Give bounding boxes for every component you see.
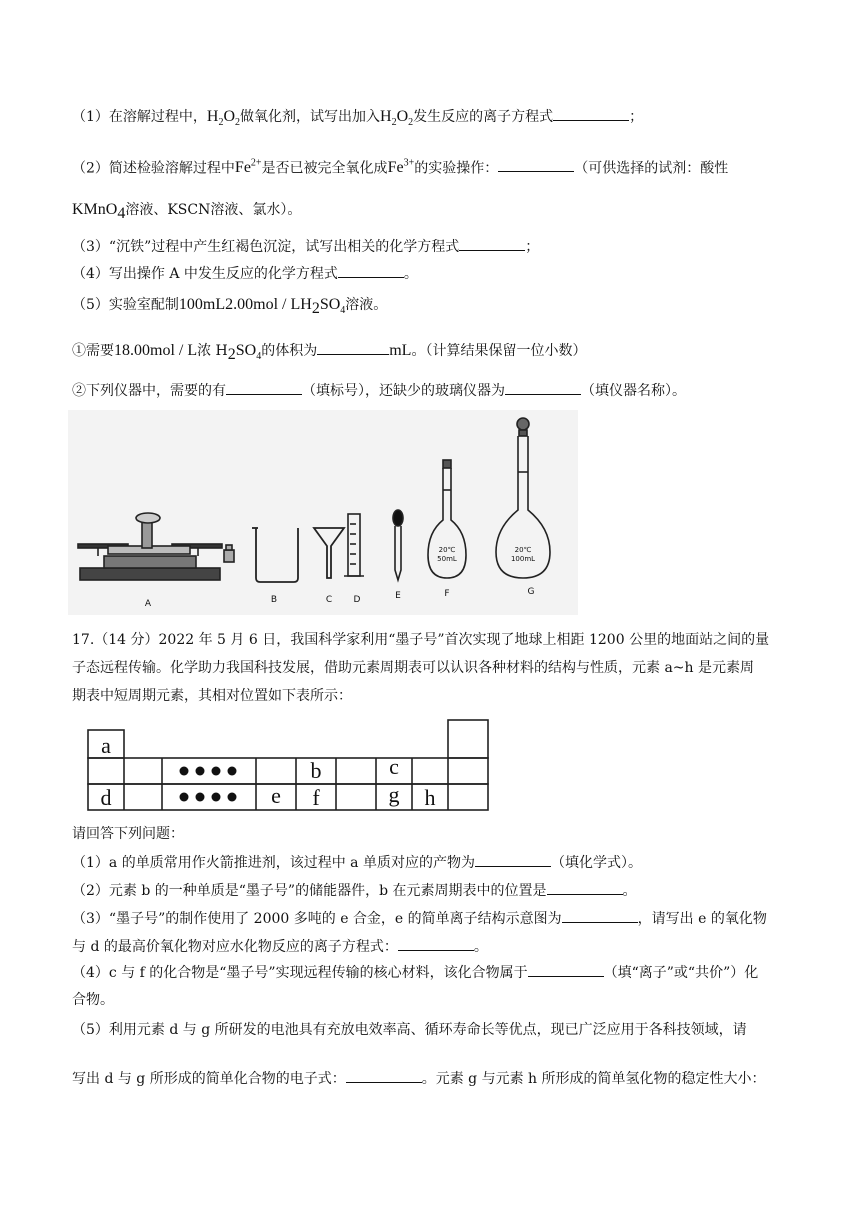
periodic-table-fragment [86,718,496,813]
flask-f-volume: 50mL [437,555,457,563]
q16-part1: （1）在溶解过程中，$H_2O_2$做氧化剂，试写出加入$H_2O_2$发生反应的离子方程式 ； [72,108,644,129]
answer-blank[interactable] [475,852,551,867]
answer-blank[interactable] [317,340,389,355]
q17-part3: （3）“墨子号”的制作使用了 2000 多吨的 e 合金，e 的简单离子结构示意图为 ，请写出 e 的氧化物 [72,908,767,929]
q16-part5: （5）实验室配制$100mL2.00mol / LH_2SO_4$溶液。 [72,296,388,317]
element-a: a [101,733,111,758]
label-c: C [325,595,333,605]
answer-blank[interactable] [459,236,525,251]
answer-blank[interactable] [338,263,404,278]
label-e: E [395,591,401,601]
label-g: G [527,587,535,597]
q16-part3: （3）“沉铁”过程中产生红褐色沉淀，试写出相关的化学方程式 ； [72,236,539,257]
q16-sub1: ①需要18.00mol / L浓 $H_2SO_4$的体积为 mL。（计算结果保留一位小数） [72,342,587,363]
flask-f-temp: 20℃ [438,546,456,554]
q17-intro-line3: 期表中短周期元素，其相对位置如下表所示： [72,688,352,704]
label-d: D [353,595,361,605]
element-g: g [388,782,400,807]
element-d: d [100,785,112,810]
label-b: B [270,595,278,605]
q17-part4-cont: 合物。 [72,992,114,1008]
q17-part4: （4）c 与 f 的化合物是“墨子号”实现远程传输的核心材料，该化合物属于 （填“离子”或“共价”）化 [72,962,758,983]
q16-part2: （2）简述检验溶解过程中$Fe^{2+}$是否已被完全氧化成$Fe^{3+}$的实验操作： （可供选择的试剂：酸性 [72,158,729,177]
element-c: c [389,754,399,779]
q16-sub2: ②下列仪器中，需要的有 （填标号），还缺少的玻璃仪器为 （填仪器名称）。 [72,380,686,401]
answer-blank[interactable] [226,380,302,395]
answer-blank[interactable] [562,908,638,923]
answer-blank[interactable] [505,380,581,395]
flask-g-volume: 100mL [510,555,536,563]
element-f: f [312,785,320,810]
q17-part5: （5）利用元素 d 与 g 所研发的电池具有充放电效率高、循环寿命长等优点，现已广泛应用于各科技领域，请 [72,1022,747,1038]
flask-g-temp: 20℃ [514,546,532,554]
q17-intro-line2: 子态远程传输。化学助力我国科技发展，借助元素周期表可以认识各种材料的结构与性质，元素 a~h 是元素周 [72,660,754,676]
answer-blank[interactable] [528,962,604,977]
label-f: F [444,589,450,599]
element-h: h [424,785,436,810]
label-a: A [144,599,152,609]
q17-part2: （2）元素 b 的一种单质是“墨子号”的储能器件，b 在元素周期表中的位置是 。 [72,880,637,901]
answer-blank[interactable] [498,157,574,172]
answer-blank[interactable] [553,106,629,121]
lab-instruments-figure [68,410,578,615]
q17-intro-line1: 17.（14 分）2022 年 5 月 6 日，我国科学家利用“墨子号”首次实现了地球上相距 1200 公里的地面站之间的量 [72,632,770,648]
answer-blank[interactable] [547,880,623,895]
answer-blank[interactable] [346,1068,422,1083]
q17-prompt: 请回答下列问题： [72,826,184,842]
q17-part1: （1）a 的单质常用作火箭推进剂，该过程中 a 单质对应的产物为 （填化学式）。 [72,852,642,873]
answer-blank[interactable] [398,936,474,951]
element-b: b [310,758,322,783]
q16-part2-cont: KMnO$_4$溶液、KSCN溶液、氯水）。 [72,201,302,222]
q17-part5-cont: 写出 d 与 g 所形成的简单化合物的电子式： 。元素 g 与元素 h 所形成的简单氢化物的稳定性大小： [72,1068,766,1089]
q17-part3-cont: 与 d 的最高价氧化物对应水化物反应的离子方程式： 。 [72,936,488,957]
q16-part4: （4）写出操作 A 中发生反应的化学方程式 。 [72,263,418,284]
element-e: e [271,783,281,808]
